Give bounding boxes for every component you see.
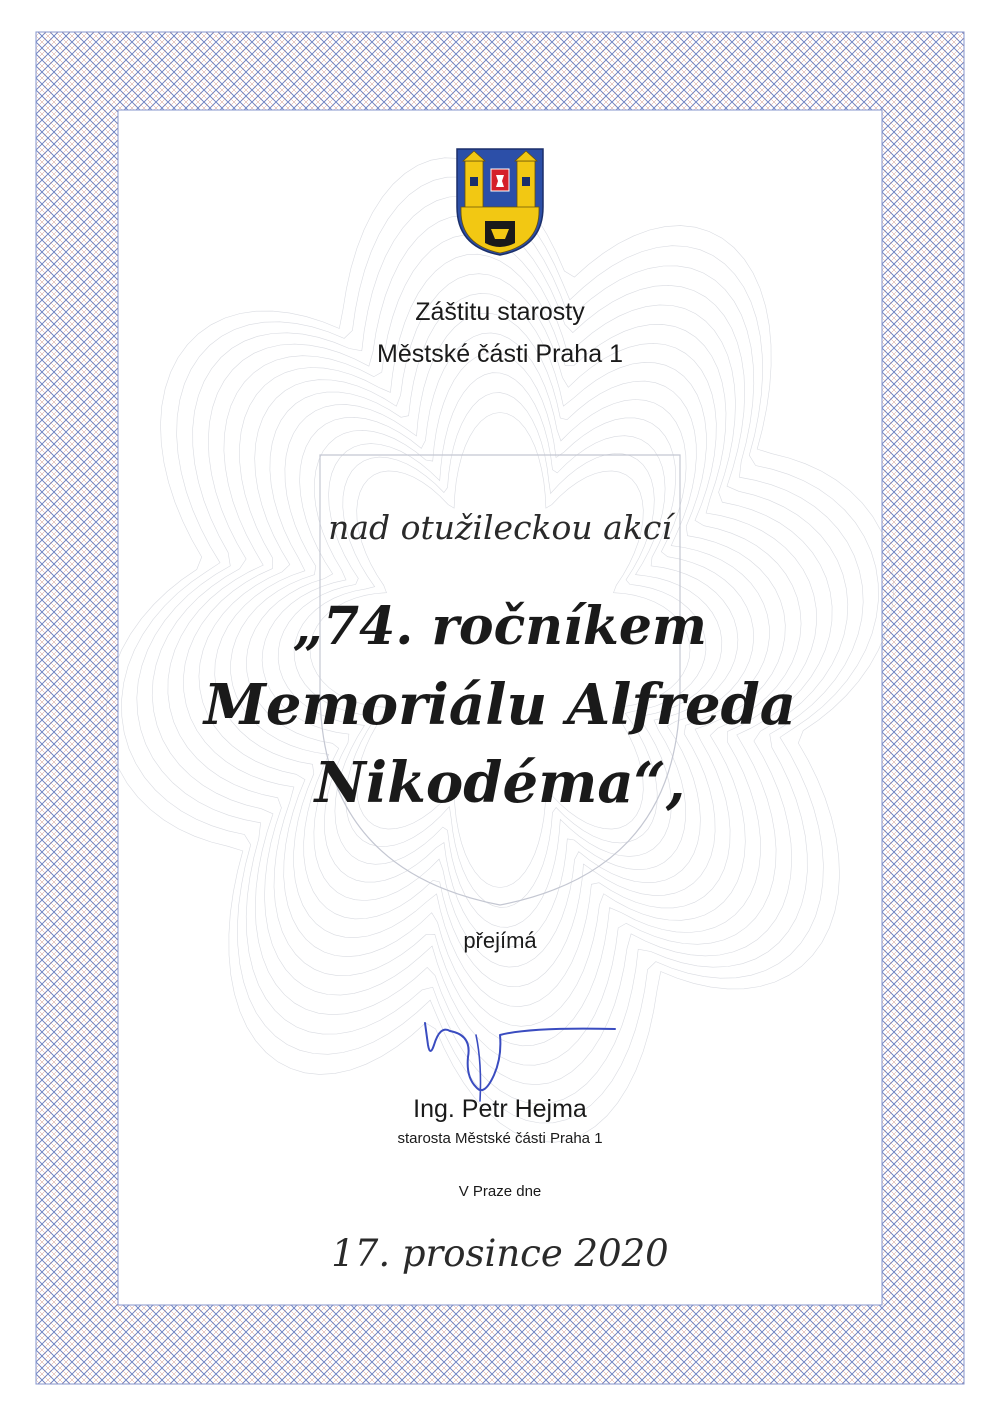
event-title-line-3: Nikodéma“,: [314, 750, 686, 816]
accepts-label: přejímá: [463, 928, 537, 953]
event-subtitle: nad otužileckou akcí: [328, 508, 672, 547]
event-title-line-2: Memoriálu Alfreda: [203, 672, 797, 738]
issue-date: 17. prosince 2020: [331, 1232, 669, 1275]
signatory-role: starosta Městské části Praha 1: [397, 1130, 603, 1147]
place-label: V Praze dne: [458, 1183, 542, 1200]
handwritten-signature: [410, 1005, 630, 1105]
event-title-line-1: „74. ročníkem: [293, 596, 707, 657]
signatory-name: Ing. Petr Hejma: [413, 1095, 587, 1123]
patronage-line-1: Záštitu starosty: [415, 298, 585, 326]
prague-1-coat-of-arms-logo: [455, 147, 545, 257]
patronage-line-2: Městské části Praha 1: [377, 340, 623, 368]
